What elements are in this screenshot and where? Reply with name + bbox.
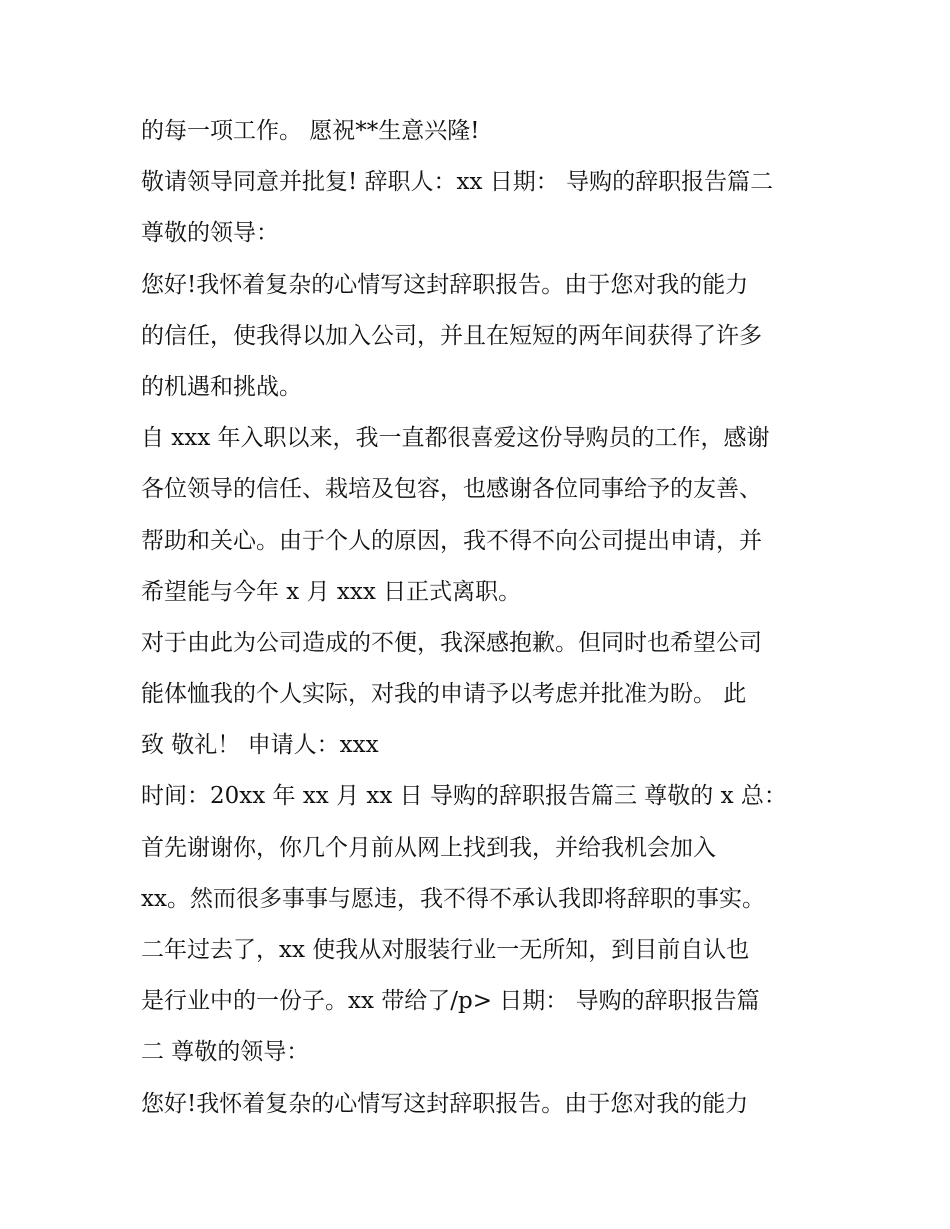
text-line: 的每一项工作。 愿祝**生意兴隆! bbox=[141, 118, 480, 144]
text-line: 帮助和关心。由于个人的原因，我不得不向公司提出申请，并 bbox=[141, 527, 762, 554]
text-line: 自 xxx 年入职以来，我一直都很喜爱这份导购员的工作，感谢 bbox=[141, 425, 770, 452]
text-line: 您好!我怀着复杂的心情写这封辞职报告。由于您对我的能力 bbox=[141, 1090, 749, 1117]
text-line: 首先谢谢你，你几个月前从网上找到我，并给我机会加入 bbox=[141, 834, 716, 861]
text-line: 您好!我怀着复杂的心情写这封辞职报告。由于您对我的能力 bbox=[141, 271, 749, 298]
text-line: 各位领导的信任、栽培及包容，也感谢各位同事给予的友善、 bbox=[141, 476, 762, 503]
text-line: 对于由此为公司造成的不便，我深感抱歉。但同时也希望公司 bbox=[141, 629, 762, 656]
text-line: 致 敬礼！ 申请人：xxx bbox=[141, 732, 379, 759]
document-body bbox=[141, 106, 821, 1130]
text-line: 是行业中的一份子。xx 带给了/p> 日期： 导购的辞职报告篇 bbox=[141, 988, 760, 1015]
text-line: 二年过去了，xx 使我从对服装行业一无所知，到目前自认也 bbox=[141, 937, 750, 963]
text-line: xx。然而很多事事与愿违，我不得不承认我即将辞职的事实。 bbox=[141, 885, 765, 912]
text-line: 能体恤我的个人实际，对我的申请予以考虑并批准为盼。 此 bbox=[141, 681, 747, 708]
text-line: 希望能与今年 x 月 xxx 日正式离职。 bbox=[141, 578, 522, 605]
text-line: 二 尊敬的领导： bbox=[141, 1039, 310, 1066]
text-line: 尊敬的领导： bbox=[141, 220, 279, 247]
text-line: 的信任，使我得以加入公司，并且在短短的两年间获得了许多 bbox=[141, 322, 762, 349]
text-line: 敬请领导同意并批复! 辞职人：xx 日期： 导购的辞职报告篇二 bbox=[141, 169, 774, 196]
text-line: 的机遇和挑战。 bbox=[141, 373, 302, 400]
text-line: 时间：20xx 年 xx 月 xx 日 导购的辞职报告篇三 尊敬的 x 总： bbox=[141, 783, 787, 810]
